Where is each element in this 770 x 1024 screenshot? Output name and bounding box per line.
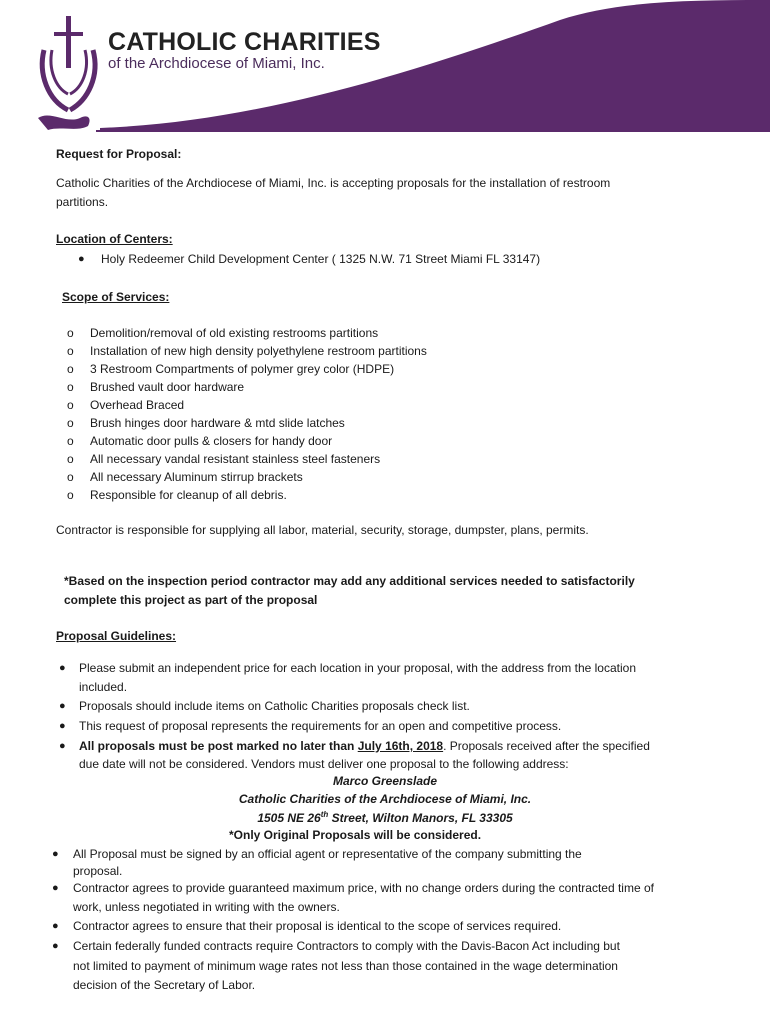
address-street-rest: Street, Wilton Manors, FL 33305 (328, 811, 513, 825)
address-street (0, 810, 770, 827)
guideline-5-line-2: proposal. (73, 864, 123, 878)
circle-bullet-icon: o (67, 488, 74, 502)
guideline-6-line-2: work, unless negotiated in writing with the owners. (73, 900, 340, 914)
scope-item: Brushed vault door hardware (90, 380, 245, 394)
deadline-statement: All proposals must be post marked no later than (79, 739, 358, 753)
bullet-icon: ● (52, 882, 59, 894)
scope-item: Overhead Braced (90, 398, 185, 412)
scope-item: Brush hinges door hardware & mtd slide latches (90, 416, 345, 430)
location-heading: Location of Centers: (56, 232, 173, 246)
circle-bullet-icon: o (67, 434, 74, 448)
bullet-icon: ● (52, 940, 59, 952)
scope-item: Automatic door pulls & closers for handy door (90, 434, 333, 448)
circle-bullet-icon: o (67, 344, 74, 358)
scope-item: All necessary Aluminum stirrup brackets (90, 470, 303, 484)
circle-bullet-icon: o (67, 326, 74, 340)
guideline-5-line-1: All Proposal must be signed by an official agent or representative of the company submitting the (73, 847, 582, 861)
letterhead (0, 0, 770, 140)
address-name: Marco Greenslade (332, 774, 438, 788)
guideline-1-line-2: included. (79, 680, 128, 694)
guideline-8-line-2: not limited to payment of minimum wage rates not less than those contained in the wage determination (73, 959, 618, 973)
rfp-title: Request for Proposal: (56, 147, 182, 161)
inspection-note-line-2: complete this project as part of the proposal (64, 593, 318, 607)
circle-bullet-icon: o (67, 380, 74, 394)
guideline-4-line-2: due date will not be considered. Vendors must deliver one proposal to the following address: (79, 757, 569, 771)
guideline-6-line-1: Contractor agrees to provide guaranteed maximum price, with no change orders during the contracted time of (73, 881, 654, 895)
deadline-date: July 16th, 2018 (357, 739, 444, 753)
inspection-note-line-1: *Based on the inspection period contractor may add any additional services needed to satisfactorily (64, 574, 635, 588)
intro-line-1: Catholic Charities of the Archdiocese of Miami, Inc. is accepting proposals for the installation of restroom (56, 176, 611, 190)
guideline-1-line-1: Please submit an independent price for each location in your proposal, with the address from the location (79, 661, 636, 675)
contractor-note: Contractor is responsible for supplying all labor, material, security, storage, dumpster, plans, permits. (56, 523, 589, 537)
guideline-2: Proposals should include items on Catholic Charities proposals check list. (79, 699, 470, 713)
guideline-7: Contractor agrees to ensure that their proposal is identical to the scope of services required. (73, 919, 562, 933)
address-street-suffix: th (320, 810, 329, 819)
scope-item: Installation of new high density polyethylene restroom partitions (90, 344, 427, 358)
bullet-icon: ● (52, 920, 59, 932)
circle-bullet-icon: o (67, 470, 74, 484)
address-org: Catholic Charities of the Archdiocese of Miami, Inc. (238, 792, 532, 806)
bullet-icon: ● (52, 848, 59, 860)
guideline-8-line-3: decision of the Secretary of Labor. (73, 978, 256, 992)
scope-item: Responsible for cleanup of all debris. (90, 488, 287, 502)
bullet-icon: ● (59, 700, 66, 712)
intro-line-2: partitions. (56, 195, 109, 209)
address-street-number: 1505 NE 26 (257, 811, 321, 825)
bullet-icon: ● (59, 740, 66, 752)
scope-heading: Scope of Services: (62, 290, 170, 304)
circle-bullet-icon: o (67, 452, 74, 466)
guideline-3: This request of proposal represents the requirements for an open and competitive process. (79, 719, 562, 733)
deadline-rest: . Proposals received after the specified (443, 739, 650, 753)
bullet-icon: ● (78, 253, 85, 265)
org-name: CATHOLIC CHARITIES (108, 28, 381, 56)
location-item: Holy Redeemer Child Development Center ( 1325 N.W. 71 Street Miami FL 33147) (101, 252, 541, 266)
bullet-icon: ● (59, 662, 66, 674)
org-subtitle: of the Archdiocese of Miami, Inc. (108, 55, 325, 72)
scope-item: Demolition/removal of old existing restrooms partitions (90, 326, 379, 340)
guideline-8-line-1: Certain federally funded contracts require Contractors to comply with the Davis-Bacon Act including but (73, 939, 620, 953)
guidelines-heading: Proposal Guidelines: (56, 629, 177, 643)
scope-item: 3 Restroom Compartments of polymer grey color (HDPE) (90, 362, 395, 376)
cross-flame-logo-icon (30, 14, 110, 134)
original-proposals-note: *Only Original Proposals will be considered. (229, 828, 482, 842)
circle-bullet-icon: o (67, 416, 74, 430)
circle-bullet-icon: o (67, 362, 74, 376)
guideline-4-line-1 (79, 739, 650, 755)
circle-bullet-icon: o (67, 398, 74, 412)
scope-item: All necessary vandal resistant stainless steel fasteners (90, 452, 381, 466)
bullet-icon: ● (59, 720, 66, 732)
